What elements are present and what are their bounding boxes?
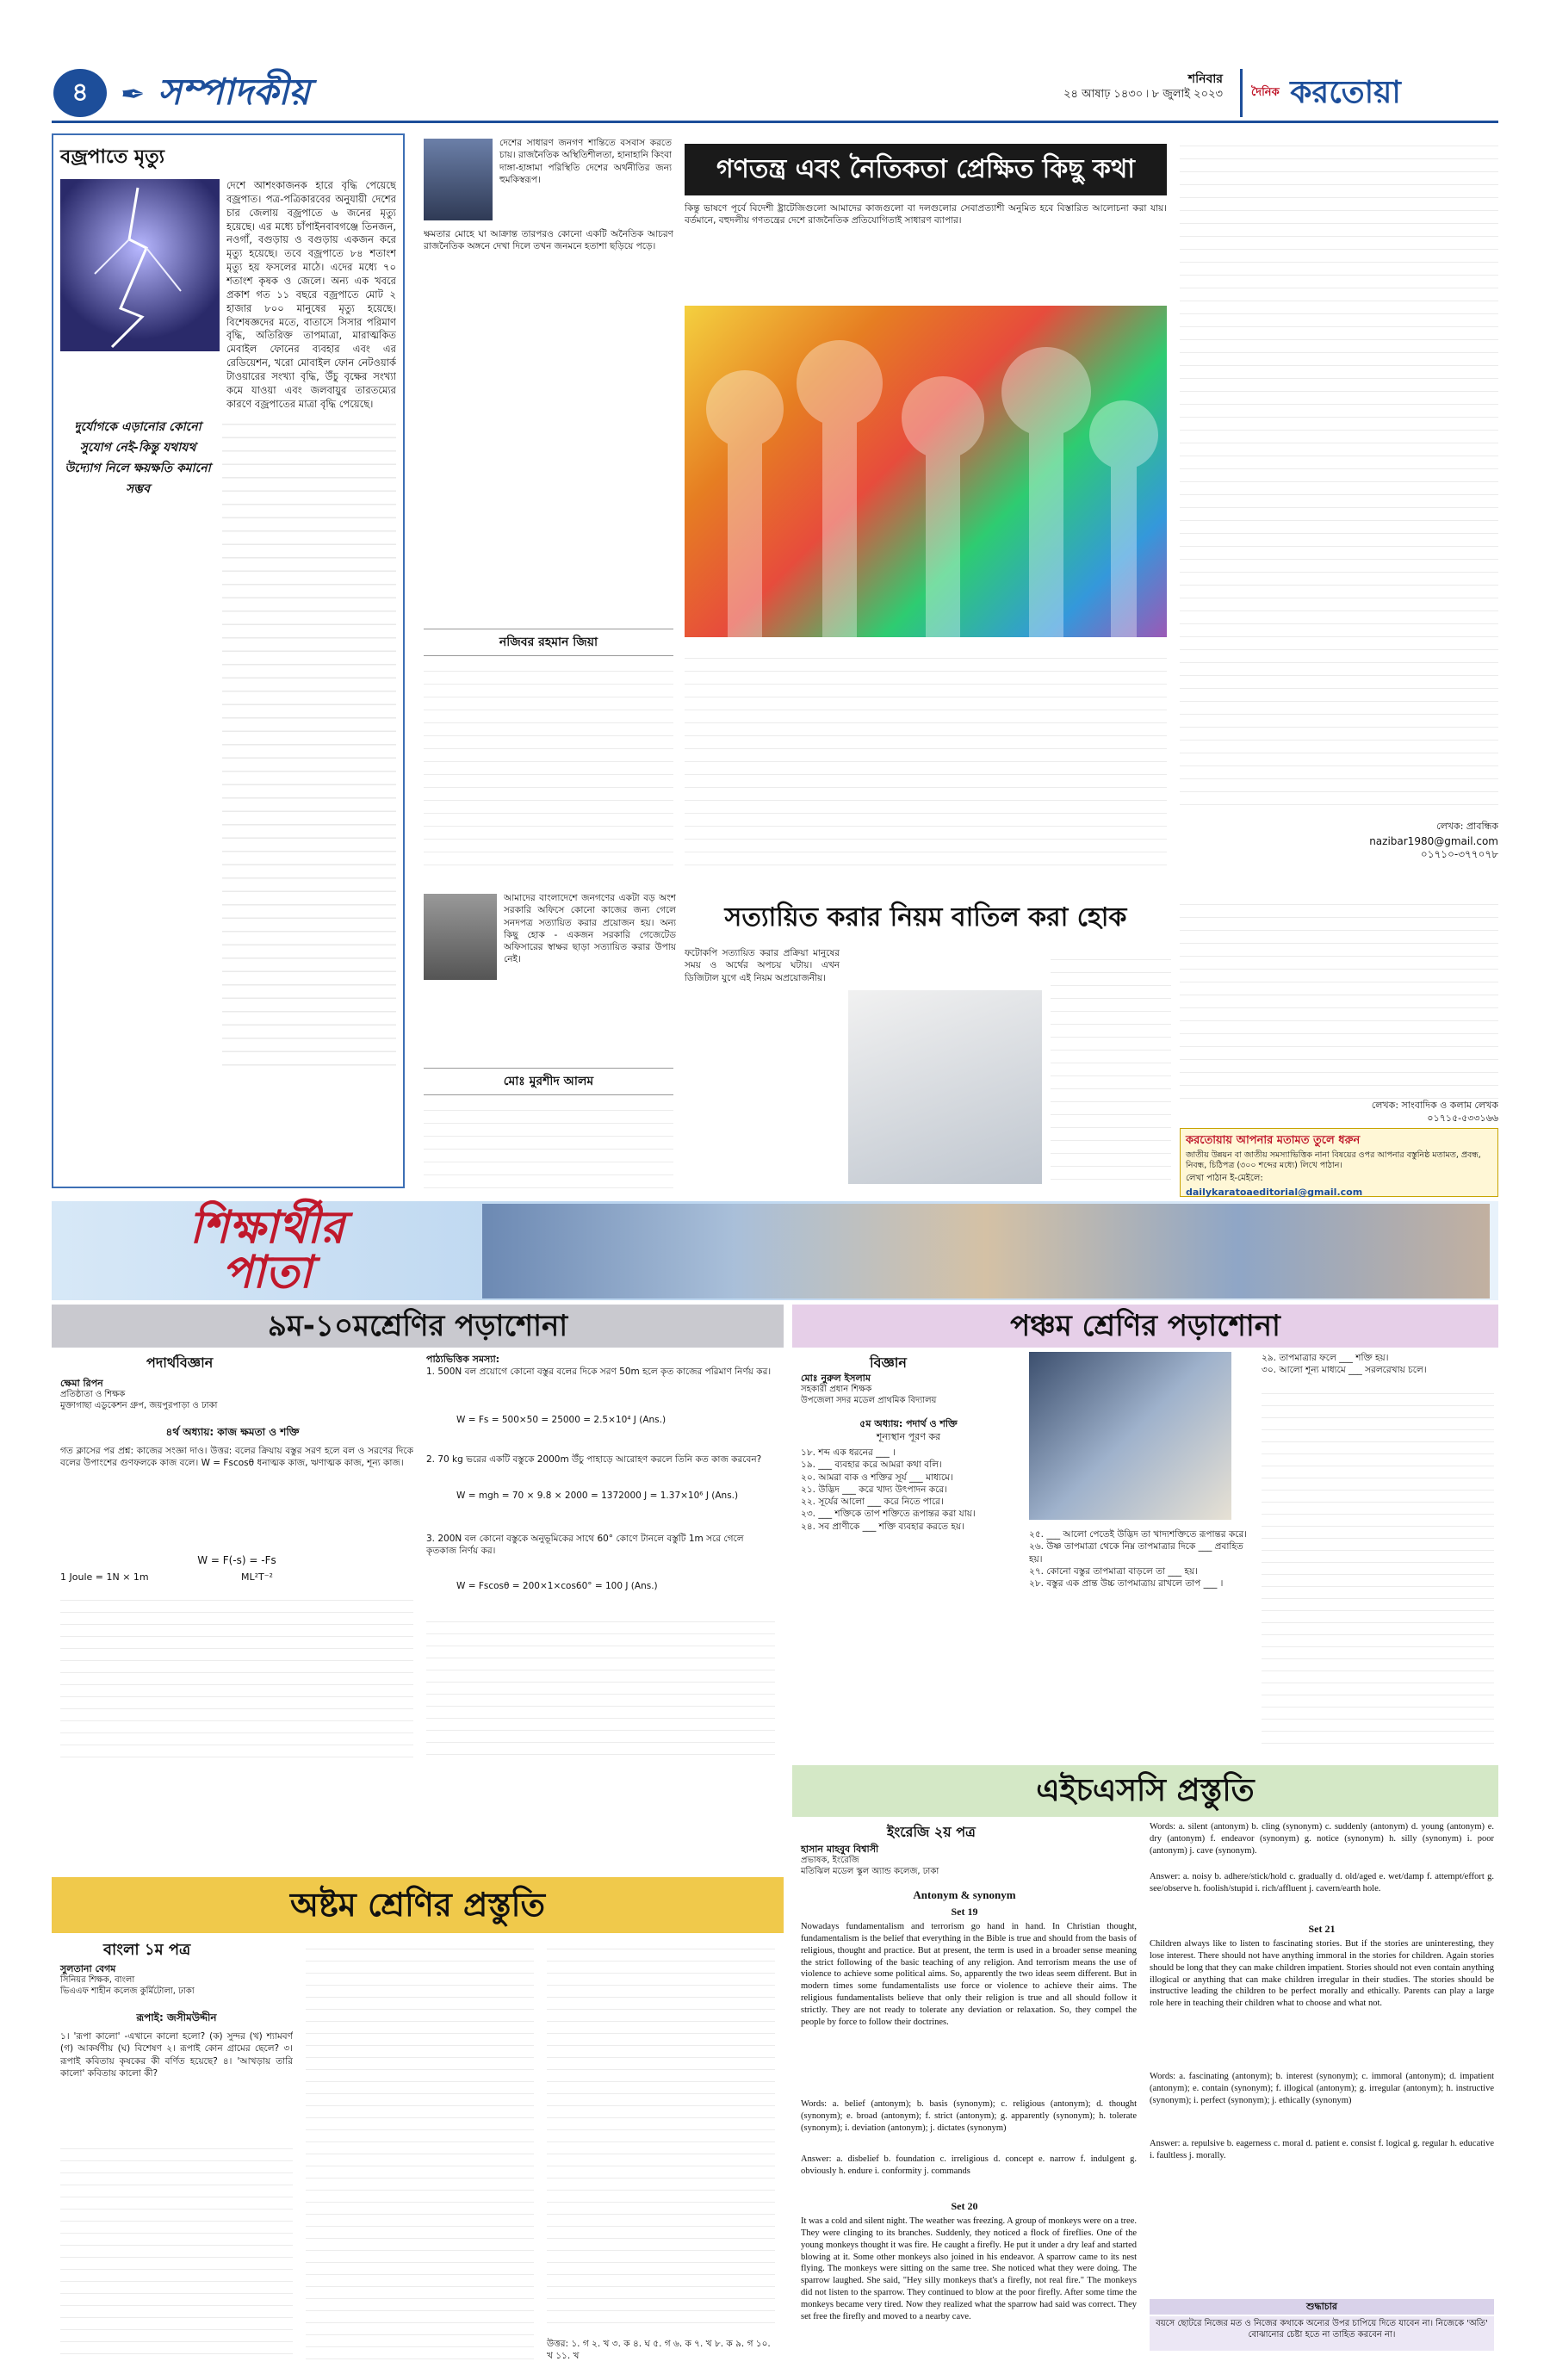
set19-title: Set 19 bbox=[951, 1906, 978, 1918]
physics-teacher-role: প্রতিষ্ঠাতা ও শিক্ষক bbox=[60, 1390, 126, 1399]
article2-phone: ০১৭১৫-৫৩৩১৬৬ bbox=[1427, 1113, 1498, 1124]
science-chapter-sub: শূন্যস্থান পূরণ কর bbox=[876, 1431, 941, 1442]
problem-title: পাঠ্যভিত্তিক সমস্যা: bbox=[426, 1354, 500, 1365]
set20-words: Words: a. silent (antonym) b. cling (synonym) c. suddenly (antonym) d. young (antonym) e. dry (antonym) f. endeavor (synonym) g. notice (synonym) h. silly (synonym) i. poor (antonym) j. cave (synonym). bbox=[1150, 1822, 1494, 1856]
article1-email: nazibar1980@gmail.com bbox=[1369, 835, 1498, 847]
callout-email[interactable]: dailykaratoaeditorial@gmail.com bbox=[1186, 1186, 1363, 1198]
list-item: ১৯. ___ ব্যবহার করে আমরা কথা বলি। bbox=[801, 1460, 942, 1471]
list-item: ২২. সূর্যের আলো ___ করে নিতে পারে। bbox=[801, 1497, 944, 1508]
editorial-body-continued bbox=[222, 412, 396, 1066]
set20-answer: Answer: a. noisy b. adhere/stick/hold c. gradually d. old/aged e. wet/damp f. attempt/effort g. see/observe h. foolish/stupid i. rich/affluent j. cavern/earth hole. bbox=[1150, 1872, 1494, 1893]
editorial-box bbox=[52, 133, 405, 1188]
newspaper-name-small: দৈনিক bbox=[1251, 86, 1280, 99]
science-items bbox=[801, 1447, 1020, 1757]
footer-note-text: বয়সে ছোটরে নিজের মত ও নিজের কথাকে অন্যের উপর চাপিয়ে দিতে যাবেন না। নিজেকে 'অতি' বোঝানোর চেষ্টা হতে না তাহিত করবেন না। bbox=[1150, 2316, 1494, 2351]
list-item: ২৪. সব প্রাণীকে ___ শক্তি ব্যবহার করতে হয়। bbox=[801, 1521, 964, 1532]
issue-day: শনিবার bbox=[1187, 72, 1223, 86]
opinion-callout bbox=[1180, 1128, 1498, 1197]
physics-school: মুক্তাগাছা এডুকেশন গ্রুপ, জয়পুরপাড়া ও ঢাকা bbox=[60, 1401, 218, 1410]
hands-icon bbox=[685, 306, 1167, 637]
set21-passage: Children always like to listen to fascinating stories. But if the stories are uninteresting, they lose interest. There should not have anything immoral in the stories for children. Again stories should be long that they can make children impatient. Stories should not even contain anything illogical or anything that can make children irregular in their studies. The stories should be instructive leading the children to be perfect morally and ethically. Parents can play a large role here in teaching their children what to choose and what not. bbox=[1150, 1939, 1494, 2009]
science-col-right bbox=[1262, 1382, 1494, 1744]
classroom-photo bbox=[1029, 1352, 1231, 1520]
physics-formula: W = F(-s) = -Fs bbox=[197, 1554, 276, 1566]
list-item: ৩০. আলো শূন্য মাধ্যমে ___ সরলরেখায় চলে। bbox=[1262, 1365, 1427, 1376]
set20-title: Set 20 bbox=[951, 2200, 978, 2212]
article1-body2: ক্ষমতার মোহে ঘা আক্রান্ত তারপরও কোনো একটি অনৈতিক আচরণ রাজনৈতিক অঙ্গনে দেখা দিলে তখন জনমনে হতাশা ছড়িয়ে পড়ে। bbox=[424, 229, 673, 252]
banner-title-line1: শিক্ষার্থীর bbox=[189, 1202, 344, 1254]
science-subject: বিজ্ঞান bbox=[870, 1354, 907, 1371]
article1-headline: গণতন্ত্র এবং নৈতিকতা প্রেক্ষিত কিছু কথা bbox=[685, 144, 1167, 195]
article1-phone: ০১৭১০-৩৭৭০৭৮ bbox=[1420, 848, 1498, 860]
bangla-subject: বাংলা ১ম পত্র bbox=[103, 1941, 191, 1959]
class9-10-title: ৯ম-১০মশ্রেণির পড়াশোনা bbox=[267, 1309, 568, 1343]
article1-byline: লেখক: প্রাবন্ধিক bbox=[1436, 821, 1498, 832]
science-chapter: ৫ম অধ্যায়: পদার্থ ও শক্তি bbox=[859, 1418, 958, 1429]
callout-title: করতোয়ায় আপনার মতামত তুলে ধরুন bbox=[1186, 1134, 1361, 1147]
english-subject: ইংরেজি ২য় পত্র bbox=[887, 1824, 976, 1840]
raised-hands-image bbox=[685, 306, 1167, 637]
class9-10-content bbox=[52, 1352, 784, 1765]
list-item: ২১. উদ্ভিদ ___ করে খাদ্য উৎপাদন করে। bbox=[801, 1484, 947, 1495]
solution2: W = mgh = 70 × 9.8 × 2000 = 1372000 J = 1.37×10⁶ J (Ans.) bbox=[456, 1491, 739, 1501]
lightning-icon bbox=[60, 179, 220, 351]
physics-col-right bbox=[426, 1610, 775, 1761]
set21-words: Words: a. fascinating (antonym); b. interest (synonym); c. immoral (antonym); d. impatient (antonym); e. contain (synonym); f. illogical (antonym); g. irregular (antonym); h. instructive (synonym); i. perfect (synonym); j. ethically (synonym) bbox=[1150, 2072, 1494, 2105]
bangla-teacher-role: সিনিয়র শিক্ষক, বাংলা bbox=[60, 1975, 135, 1985]
article1-col-b bbox=[685, 646, 1167, 874]
physics-teacher: ক্ষেমা রিপন bbox=[60, 1378, 103, 1389]
hsc-content bbox=[792, 1821, 1498, 2355]
hsc-title: এইচএসসি প্রস্তুতি bbox=[1036, 1773, 1255, 1808]
article2-intro: আমাদের বাংলাদেশে জনগণের একটা বড় অংশ সরকারি অফিসে কোনো কাজের জন্য গেলে সনদপত্র সত্যায়িত করার প্রয়োজন হয়। অন্য কিছু হোক - একজন সরকারি গেজেটেড অফিসারের স্বাক্ষর ছাড়া সত্যায়িত করার উপায় নেই। bbox=[504, 893, 676, 965]
class5-header bbox=[792, 1305, 1498, 1348]
editorial-title: বজ্রপাতে মৃত্যু bbox=[60, 146, 164, 168]
class9-10-header bbox=[52, 1305, 784, 1348]
list-item: ২৬. উষ্ণ তাপমাত্রা থেকে নিম্ন তাপমাত্রার দিকে ___ প্রবাহিত হয়। bbox=[1029, 1541, 1243, 1565]
set19-passage: Nowadays fundamentalism and terrorism go hand in hand. In Christian thought, fundamentalism is the belief that everything in the Bible is true and should from the basis of religious, thought and practice. But at present, the term is used in a broader sense meaning the strict following of the basic teaching of any religion. And terrorism means the use of violence to achieve some political aims. So, apparently the two ideas seem different. But in modern times some fundamentalists use force or violence to achieve their aims. The religious fundamentalists believe that only their religion is true and all should follow it strictly. They are not ready to tolerate any deviation or relaxation. So, they compel the people by force to follow their doctrines. bbox=[801, 1922, 1137, 2027]
problem1: 1. 500N বল প্রয়োগে কোনো বস্তুর বলের দিকে সরণ 50m হলে কৃত কাজের পরিমাণ নির্ণয় কর। bbox=[426, 1367, 772, 1377]
list-item: ২৮. বস্তুর এক প্রান্ত উচ্চ তাপমাত্রায় রাখলে তাপ ___ । bbox=[1029, 1578, 1224, 1590]
physics-content: গত ক্লাসের পর প্রশ্ন: কাজের সংজ্ঞা দাও। উত্তর: বলের ক্রিয়ায় বস্তুর সরণ হলে বল ও সরণের দিকে বলের উপাংশের গুণফলকে কাজ বলে। W = Fscosθ ধনাত্মক কাজ, ঋণাত্মক কাজ, শূন্য কাজ। bbox=[60, 1446, 413, 1469]
bangla-school: ভিএএফ শাহীন কলেজ কুর্মিটোলা, ঢাকা bbox=[60, 1986, 195, 1996]
set19-answer: Answer: a. disbelief b. foundation c. irreligious d. concept e. narrow f. indulgent g. obviously h. endure i. conformity j. commands bbox=[801, 2154, 1137, 2176]
article2-col-c bbox=[1051, 947, 1171, 1188]
article1 bbox=[413, 133, 1171, 883]
student-photos bbox=[482, 1204, 1490, 1298]
bangla-answers: উত্তর: ১. গ ২. খ ৩. ক ৪. ঘ ৫. গ ৬. ক ৭. খ ৮. ক ৯. গ ১০. খ ১১. খ bbox=[547, 2339, 771, 2362]
lightning-photo bbox=[60, 179, 220, 351]
list-item: ২৫. ___ আলো পেতেই উদ্ভিদ তা খাদ্যশক্তিতে রূপান্তর করে। bbox=[1029, 1529, 1248, 1540]
article1-intro: দেশের সাধারণ জনগণ শান্তিতে বসবাস করতে চায়। রাজনৈতিক অস্থিতিশীলতা, হানাহানি কিংবা দাঙ্গা-হাঙ্গামা পরিস্থিতি দেশের অর্থনীতির জন্য হুমকিস্বরূপ। bbox=[499, 138, 672, 185]
article1-body: কিন্তু ভাষণে পূর্বে বিদেশী ষ্ট্রাটেজিগুলো আমাদের কাজগুলো বা দলগুলোর সেবাপ্রত্যাশী অনুমিত হবে বিস্তারিত আলোচনা করা যায়। বর্তমানে, বহুদলীয় গণতন্ত্রের দেশে রাজনৈতিক প্রতিযোগিতাই সাধারণ ব্যাপার। bbox=[685, 203, 1167, 226]
problem3: 3. 200N বল কোনো বস্তুকে অনুভূমিকের সাথে 60° কোণে টানলে বস্তুটি 1m সরে গেলে কৃতকাজ নির্ণয় কর। bbox=[426, 1534, 744, 1557]
article2-author: মোঃ মুরশীদ আলম bbox=[424, 1068, 673, 1095]
document-photo bbox=[848, 990, 1042, 1184]
class5-title: পঞ্চম শ্রেণির পড়াশোনা bbox=[1010, 1309, 1280, 1343]
set21-answer: Answer: a. repulsive b. eagerness c. moral d. patient e. consist f. logical g. regular h. educative i. faultless j. morally. bbox=[1150, 2139, 1494, 2160]
hsc-header bbox=[792, 1765, 1498, 1817]
class8-title: অষ্টম শ্রেণির প্রস্তুতি bbox=[289, 1886, 546, 1924]
science-items-mid bbox=[1029, 1528, 1253, 1757]
set20-passage: It was a cold and silent night. The weather was freezing. A group of monkeys were on a tree. They were clinging to its branches. Suddenly, they noticed a flock of fireflies. One of the young monkeys thought it was fire. He caught a firefly. He put it under a dry leaf and started blowing at it. Some other monkeys also joined in his endeavor. A sparrow came to its nest flying. The monkeys were sitting on the same tree. She noticed what they were doing. The sparrow laughed. She said, "Hey silly monkeys that's a firefly, not real fire." The monkeys did not listen to the sparrow. They continued to blow at the poor firefly. After some time the monkeys became very tired. Now they realized what the sparrow had said was correct. They set free the firefly and moved to a nearby cave. bbox=[801, 2216, 1137, 2321]
article2-headline: সত্যায়িত করার নিয়ম বাতিল করা হোক bbox=[724, 902, 1127, 933]
bangla-teacher: সুলতানা বেগম bbox=[60, 1963, 116, 1974]
science-school: উপজেলা সদর মডেল প্রাথমিক বিদ্যালয় bbox=[801, 1396, 937, 1405]
physics-dimension: ML²T⁻² bbox=[241, 1571, 273, 1583]
english-teacher: হাসান মাহবুব বিশ্বাসী bbox=[801, 1844, 879, 1855]
article2 bbox=[413, 887, 1498, 1197]
problem2: 2. 70 kg ভরের একটি বস্তুকে 2000m উঁচু পাহাড়ে আরোহণ করলে তিনি কত কাজ করবেন? bbox=[426, 1454, 762, 1465]
editorial-side-note: দুর্যোগকে এড়ানোর কোনো সুযোগ নেই-কিন্তু যথাযথ উদ্যোগ নিলে ক্ষয়ক্ষতি কমানো সম্ভব bbox=[65, 419, 211, 496]
article2-byline: লেখক: সাংবাদিক ও কলাম লেখক bbox=[1371, 1100, 1498, 1111]
list-item: ২৭. কোনো বস্তুর তাপমাত্রা বাড়লে তা ___ হয়। bbox=[1029, 1565, 1198, 1577]
bangla-questions: ১। 'রূপা কালো' -এখানে কালো হলো? (ক) সুন্দর (খ) শ্যামবর্ণ (গ) আকর্ষণীয় (ঘ) বিশেষণ ২। রূপাই কোন গ্রামের ছেলে? ৩। রূপাই কবিতায় কৃষকের কী বর্ণিত হয়েছে? ৪। 'আখড়ায় তারি কালো' কবিতায় কালো কী? bbox=[60, 2031, 293, 2079]
newspaper-name bbox=[1240, 69, 1498, 117]
section-title bbox=[121, 67, 405, 117]
class8-header bbox=[52, 1877, 784, 1933]
physics-units: 1 Joule = 1N × 1m bbox=[60, 1571, 149, 1583]
article1-right-text bbox=[1180, 133, 1498, 814]
set21-title: Set 21 bbox=[1308, 1923, 1336, 1935]
newspaper-name-main: করতোয়া bbox=[1290, 75, 1401, 110]
physics-chapter: ৪র্থ অধ্যায়: কাজ ক্ষমতা ও শক্তি bbox=[165, 1426, 300, 1438]
list-item: ২৯. তাপমাত্রার ফলে ___ শক্তি হয়। bbox=[1262, 1353, 1389, 1363]
page-number: ৪ bbox=[53, 69, 107, 117]
author-photo bbox=[424, 139, 493, 220]
pen-icon: ✒ bbox=[121, 77, 146, 112]
author2-photo bbox=[424, 894, 497, 980]
science-teacher-role: সহকারী প্রধান শিক্ষক bbox=[801, 1385, 872, 1394]
callout-email-label: লেখা পাঠান ই-মেইলে: bbox=[1186, 1173, 1263, 1183]
solution1: W = Fs = 500×50 = 25000 = 2.5×10⁴ J (Ans.) bbox=[456, 1415, 666, 1425]
callout-body: জাতীয় উন্নয়ন বা জাতীয় সমস্যাভিত্তিক নানা বিষয়ের ওপর আপনার বস্তুনিষ্ঠ মতামত, প্রবন্ধ, নিবন্ধ, চিঠিপত্র (৩০০ শব্দের মধ্যে) লিখে পাঠান। bbox=[1186, 1150, 1481, 1171]
bangla-col-b bbox=[306, 1937, 534, 2361]
english-school: মতিঝিল মডেল স্কুল অ্যান্ড কলেজ, ঢাকা bbox=[801, 1867, 939, 1876]
physics-col-left bbox=[60, 1589, 413, 1761]
list-item: ১৮. শব্দ এক ধরনের ___ । bbox=[801, 1447, 896, 1458]
banner-title-line2: পাতা bbox=[221, 1247, 313, 1298]
bangla-col-c bbox=[547, 1937, 775, 2334]
science-items-right bbox=[1262, 1352, 1494, 1757]
footer-note-label: শুদ্ধাচার bbox=[1150, 2299, 1494, 2315]
bangla-col-a bbox=[60, 2137, 293, 2361]
english-teacher-role: প্রভাষক, ইংরেজি bbox=[801, 1856, 859, 1865]
list-item: ২৩. ___ শক্তিকে তাপ শক্তিতে রূপান্তর করা যায়। bbox=[801, 1509, 976, 1520]
class5-content bbox=[792, 1352, 1498, 1765]
section-title-text: সম্পাদকীয় bbox=[158, 71, 310, 113]
list-item: ২০. আমরা বাক ও শক্তির সূর্য ___ মাধ্যমে। bbox=[801, 1472, 953, 1483]
article2-col-d bbox=[1180, 892, 1498, 1099]
masthead-rule bbox=[52, 121, 1498, 123]
bangla-topic: রূপাই: জসীমউদ্দীন bbox=[136, 2011, 217, 2024]
banner-title bbox=[69, 1202, 465, 1300]
article1-author: নজিবর রহমান জিয়া bbox=[424, 629, 673, 656]
editorial-body: দেশে আশংকাজনক হারে বৃদ্ধি পেয়েছে বজ্রপাত। পত্র-পত্রিকারবের অনুযায়ী দেশের চার জেলায় বজ্রপাতে ৬ জনের মৃত্যু হয়েছে। এর মধ্যে চাঁপাইনবাবগঞ্জে তিনজন, নওগাঁ, বগুড়ায় ও বগুড়ায় একজন করে মৃত্যু হয়েছে। তবে বজ্রপাতে ৮৪ শতাংশ মৃত্যু হয় ফসলের মাঠে। এদের মধ্যে ৭০ শতাংশ কৃষক ও জেলে। অন্য এক খবরে প্রকাশ গত ১১ বছরে বজ্রপাতে মোট ২ হাজার ৮০০ মানুষের মৃত্যু হয়েছে। বিশেষজ্ঞদের মতে, বাতাসে সিসার পরিমাণ বৃদ্ধি, অতিরিক্ত তাপমাত্রা, মারাত্মকিত মেবাইল ফোনের ব্যবহার এবং এর রেডিয়েশন, খরো মোবাইল ফোন নেটওয়ার্ক টাওয়ারের সংখ্যা বৃদ্ধি, উঁচু বৃক্ষের সংখ্যা কমে যাওয়া এবং জলবায়ুর তারতম্যের কারণে বজ্রপাতের মাত্রা বৃদ্ধি পেয়েছে। bbox=[226, 179, 396, 410]
set19-words: Words: a. belief (antonym); b. basis (synonym); c. religious (antonym); d. thought (synonym); e. broad (antonym); f. strict (antonym); g. apparently (synonym); h. tolerate (synonym); i. deviation (antonym); j. dictates (synonym) bbox=[801, 2099, 1137, 2133]
issue-date: ২৪ আষাঢ় ১৪৩০ ৷ ৮ জুলাই ২০২৩ bbox=[1063, 88, 1223, 101]
english-topic: Antonym & synonym bbox=[913, 1888, 1016, 1901]
article2-col-a bbox=[424, 1098, 673, 1193]
physics-subject: পদার্থবিজ্ঞান bbox=[146, 1354, 214, 1371]
science-teacher: মোঃ নুরুল ইসলাম bbox=[801, 1373, 871, 1384]
article1-col-a bbox=[424, 659, 673, 874]
article1-right-col bbox=[1180, 133, 1498, 883]
class8-content bbox=[52, 1937, 784, 2368]
solution3: W = Fscosθ = 200×1×cos60° = 100 J (Ans.) bbox=[456, 1581, 658, 1591]
article2-body2: ফটোকপি সত্যায়িত করার প্রক্রিয়া মানুষের সময় ও অর্থের অপচয় ঘটায়। এখন ডিজিটাল যুগে এই নিয়ম অপ্রয়োজনীয়। bbox=[685, 948, 840, 983]
